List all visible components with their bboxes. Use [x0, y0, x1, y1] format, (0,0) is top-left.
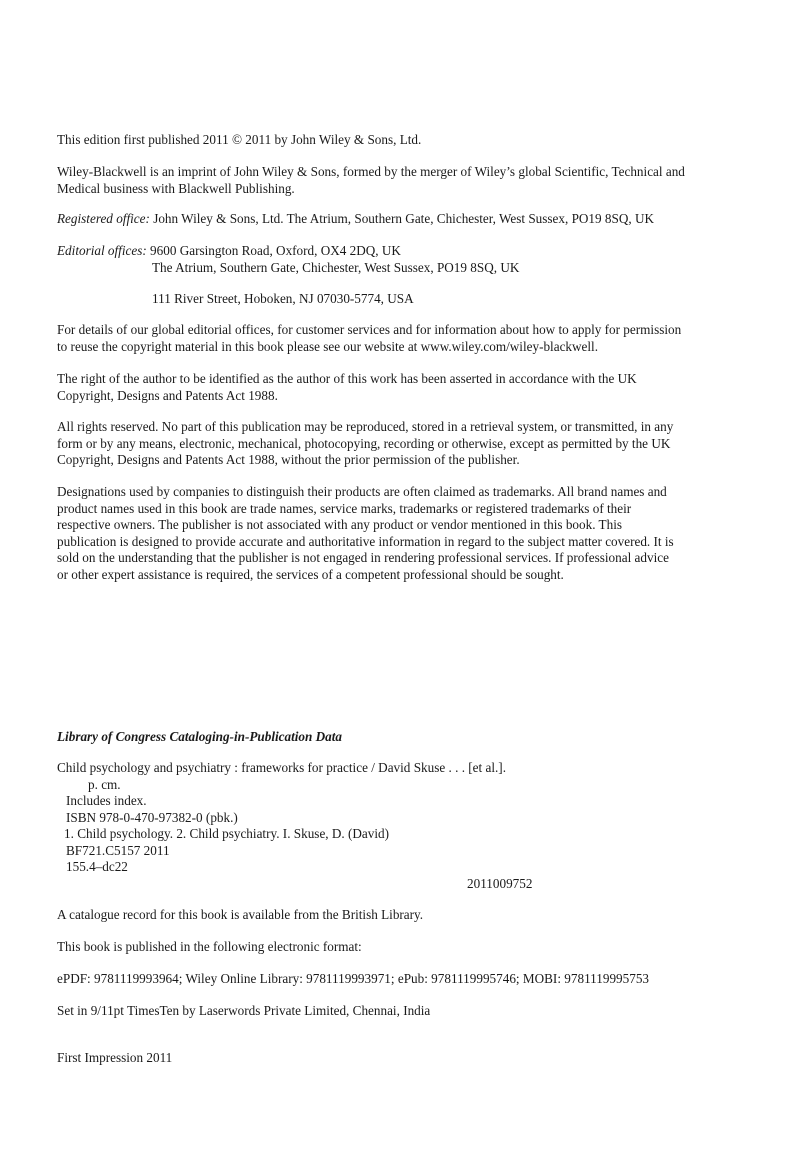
editorial-offices-label: Editorial offices:: [57, 243, 147, 258]
registered-office-label: Registered office:: [57, 211, 150, 226]
text-line: form or by any means, electronic, mechanical, photocopying, recording or otherwise, except as permitted by the UK: [57, 435, 671, 451]
text-line: publication is designed to provide accurate and authoritative information in regard to the subject matter covered. It is: [57, 533, 674, 549]
cip-dewey: 155.4–dc22: [66, 859, 128, 874]
text-line: sold on the understanding that the publisher is not engaged in rendering professional services. If professional advice: [57, 550, 669, 565]
rights-paragraph: [57, 419, 673, 469]
text-line: product names used in this book are trade names, service marks, trademarks or registered trademarks of their: [57, 500, 632, 516]
cip-lc-class: BF721.C5157 2011: [66, 842, 170, 858]
first-published-line: This edition first published 2011 © 2011 by John Wiley & Sons, Ltd.: [57, 132, 422, 147]
designations-paragraph: [57, 484, 674, 583]
text-line: to reuse the copyright material in this book please see our website at www.wiley.com/wiley-blackwell.: [57, 338, 599, 354]
details-paragraph: [57, 322, 681, 355]
typeset-note: Set in 9/11pt TimesTen by Laserwords Private Limited, Chennai, India: [57, 1003, 431, 1018]
text-line: The right of the author to be identified as the author of this work has been asserted in accordance with the UK: [57, 371, 637, 386]
cip-index: Includes index.: [66, 793, 147, 808]
registered-office: [57, 211, 654, 228]
text-line: Copyright, Designs and Patents Act 1988.: [57, 387, 278, 403]
author-right-paragraph: [57, 371, 637, 404]
cip-title: Child psychology and psychiatry : frameworks for practice / David Skuse . . . [et al.].: [57, 760, 506, 775]
cip-isbn: ISBN 978-0-470-97382-0 (pbk.): [66, 809, 238, 825]
impression-note: First Impression 2011: [57, 1050, 173, 1065]
text-line: respective owners. The publisher is not associated with any product or vendor mentioned in this book. This: [57, 517, 623, 532]
electronic-format-intro: This book is published in the following electronic format:: [57, 939, 362, 954]
cip-pcm: p. cm.: [88, 776, 121, 792]
text-line: or other expert assistance is required, the services of a competent professional should be sought.: [57, 566, 564, 582]
editorial-office-address: The Atrium, Southern Gate, Chichester, West Sussex, PO19 8SQ, UK: [152, 259, 520, 275]
text-line: Copyright, Designs and Patents Act 1988, without the prior permission of the publisher.: [57, 452, 520, 467]
editorial-office-address: 9600 Garsington Road, Oxford, OX4 2DQ, UK: [150, 243, 401, 258]
text-line: Medical business with Blackwell Publishing.: [57, 180, 295, 196]
electronic-formats: ePDF: 9781119993964; Wiley Online Library: 9781119993971; ePub: 9781119995746; MOBI: 9781119995753: [57, 971, 650, 986]
text-line: Designations used by companies to distinguish their products are often claimed as trademarks. All brand names and: [57, 484, 667, 499]
text-line: Wiley-Blackwell is an imprint of John Wiley & Sons, formed by the merger of Wiley’s global Scientific, Technical and: [57, 164, 685, 179]
british-library-note: A catalogue record for this book is available from the British Library.: [57, 907, 424, 922]
cip-record: [57, 760, 532, 892]
imprint-paragraph: [57, 164, 685, 197]
registered-office-address: John Wiley & Sons, Ltd. The Atrium, Southern Gate, Chichester, West Sussex, PO19 8SQ, UK: [149, 211, 655, 226]
cip-lccn: 2011009752: [467, 875, 533, 891]
cip-subjects: 1. Child psychology. 2. Child psychiatry. I. Skuse, D. (David): [64, 826, 390, 841]
editorial-office-address: 111 River Street, Hoboken, NJ 07030-5774, USA: [152, 291, 414, 306]
text-line: All rights reserved. No part of this publication may be reproduced, stored in a retrieval system, or transmitted, in any: [57, 419, 674, 434]
text-line: For details of our global editorial offices, for customer services and for information about how to apply for permission: [57, 322, 682, 337]
editorial-offices: [57, 243, 519, 308]
cip-heading: Library of Congress Cataloging-in-Publication Data: [57, 729, 343, 744]
